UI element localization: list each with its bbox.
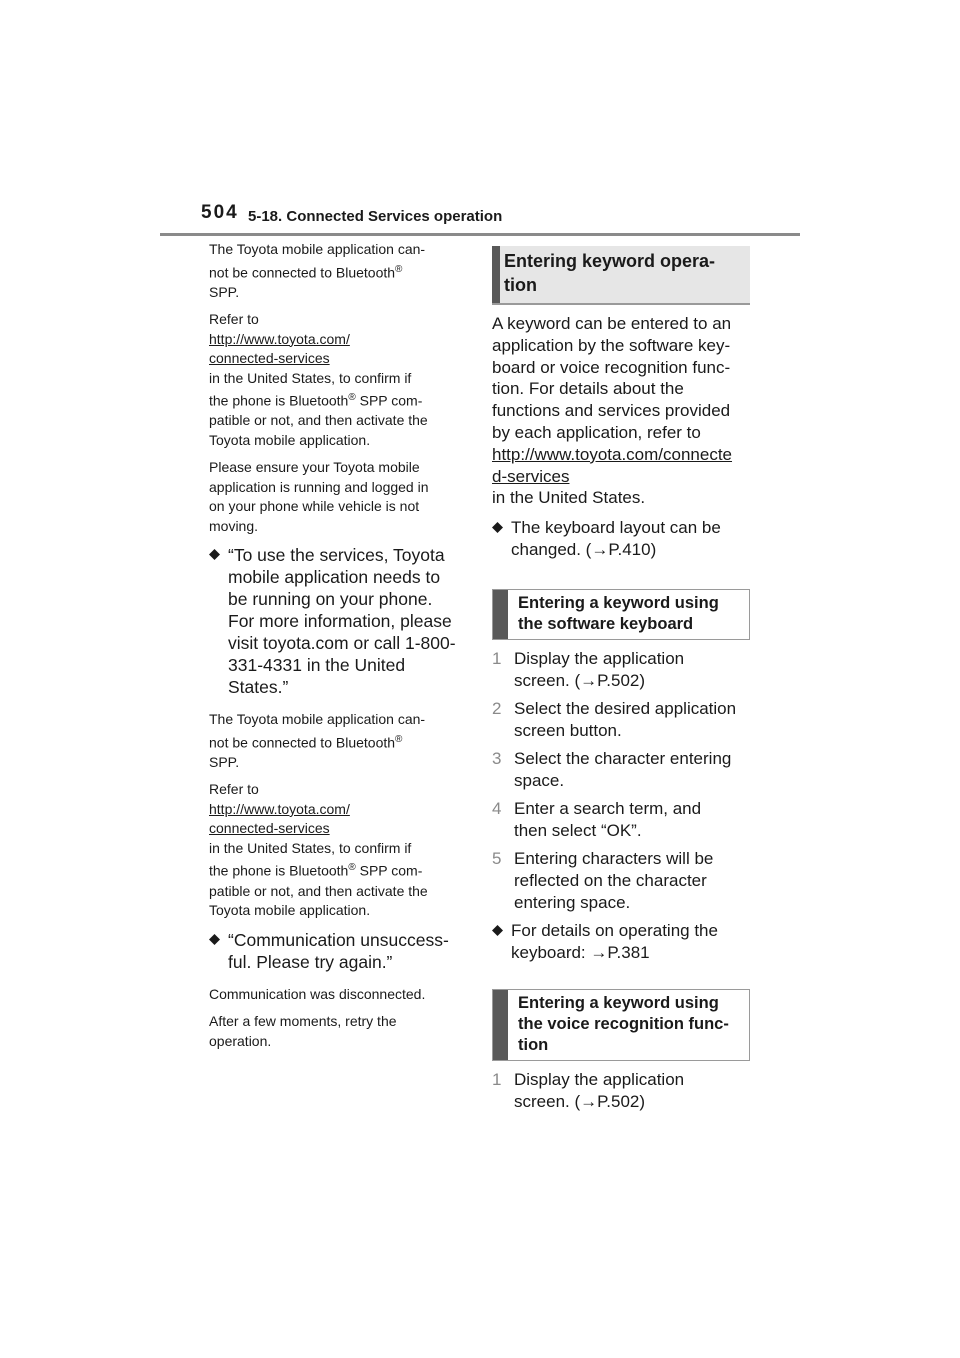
refer-paragraph-2: Refer to http://www.toyota.com/ connected-services in the United States, to confirm if the phone is Bluetooth® SPP com- patible or not, and then activate the Toyota mobile application. [209, 781, 428, 919]
error-detail-1: The Toyota mobile application can- not be connected to Bluetooth® SPP. [209, 241, 426, 300]
step-item: 2 Select the desired application screen button. [492, 698, 737, 740]
step-item: 5 Entering characters will be reflected on the character entering space. [492, 848, 714, 912]
connected-services-link[interactable]: http://www.toyota.com/connecte d-services [492, 444, 733, 486]
toyota-link-2[interactable]: http://www.toyota.com/ connected-services [209, 800, 350, 837]
step-item: 4 Enter a search term, and then select “OK”. [492, 798, 702, 840]
ref-link-p502[interactable]: P.502) [597, 1092, 646, 1112]
message-bullet-2: “Communication unsuccess- ful. Please try again.” [209, 929, 469, 973]
message-bullet-1: “To use the services, Toyota mobile application needs to be running on your phone. For more information, please visit toyota.com or call 1-800- 331-4331 in the United States.” [209, 544, 469, 698]
steps-software-keyboard [492, 648, 750, 914]
diamond-bullet-icon [492, 925, 503, 936]
left-column [209, 240, 469, 1059]
retry-note: After a few moments, retry the operation. [209, 1013, 397, 1049]
ensure-paragraph: Please ensure your Toyota mobile application is running and logged in on your phone while vehicle is not moving. [209, 459, 429, 534]
ref-link-p381[interactable]: P.381 [607, 942, 650, 962]
step-item: 3 Select the character entering space. [492, 748, 732, 790]
arrow-icon: → [580, 1092, 598, 1112]
intro-paragraph: A keyword can be entered to an application by the software key- board or voice recognition func- tion. For details about the functions and services provided by each application, refer to http://www.toyota.com/connecte d-services in the United States. [492, 314, 733, 508]
section-title: 5-18. Connected Services operation [248, 208, 503, 225]
error-detail-2: The Toyota mobile application can- not be connected to Bluetooth® SPP. [209, 711, 426, 770]
diamond-bullet-icon [492, 522, 503, 533]
step-item: 1 Display the application screen. (→P.502) [492, 648, 685, 690]
header-divider [160, 233, 800, 236]
ref-link-p502[interactable]: P.502) [597, 670, 646, 690]
diamond-bullet-icon [209, 549, 220, 560]
toyota-link-1[interactable]: http://www.toyota.com/ connected-services [209, 330, 350, 367]
subheading-voice-recognition: Entering a keyword using the voice recognition func- tion [492, 989, 750, 1061]
steps-voice-recognition [492, 1069, 750, 1113]
disconnected-note: Communication was disconnected. [209, 985, 426, 1002]
subheading-software-keyboard: Entering a keyword using the software keyboard [492, 589, 750, 640]
refer-paragraph-1: Refer to http://www.toyota.com/ connected-services in the United States, to confirm if the phone is Bluetooth® SPP com- patible or not, and then activate the Toyota mobile application. [209, 311, 428, 448]
arrow-icon: → [580, 670, 598, 690]
arrow-icon: → [590, 942, 608, 962]
arrow-icon: → [591, 539, 609, 559]
ref-link-p410[interactable]: P.410) [608, 539, 657, 559]
page-number: 504 [201, 202, 239, 223]
right-column [492, 246, 750, 1119]
section-heading-keyword: Entering keyword opera- tion [492, 246, 750, 305]
keyboard-bullet: For details on operating the keyboard: →P.381 [492, 920, 750, 964]
diamond-bullet-icon [209, 934, 220, 945]
step-item: 1 Display the application screen. (→P.502) [492, 1070, 685, 1112]
layout-bullet: The keyboard layout can be changed. (→P.410) [492, 517, 750, 561]
